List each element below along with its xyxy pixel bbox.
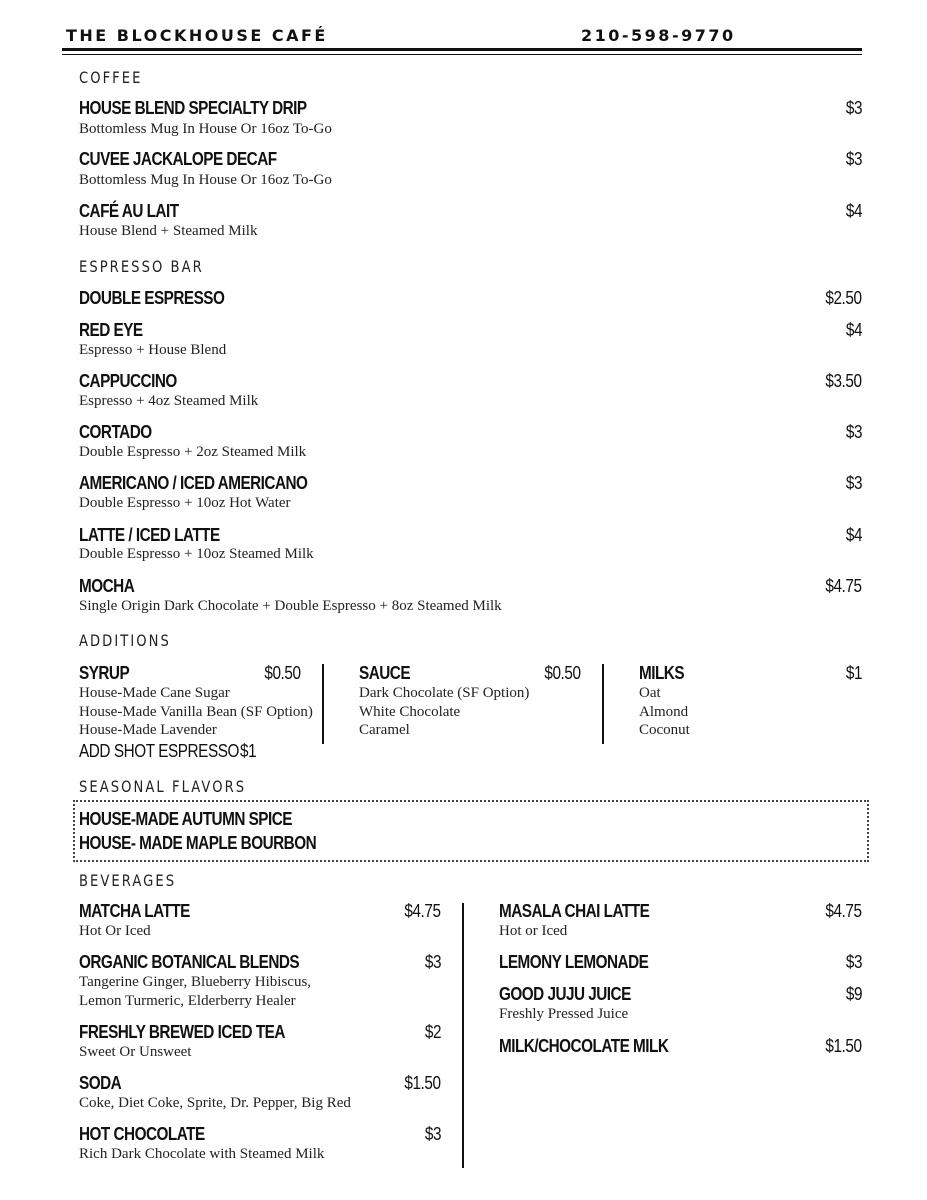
beverage-name: MILK/CHOCOLATE MILK (499, 1036, 669, 1056)
menu-item-price: $2.50 (825, 288, 862, 308)
milks-label: MILKS (639, 663, 685, 683)
menu-item-desc: Double Espresso + 10oz Hot Water (79, 495, 291, 511)
menu-item-desc: Double Espresso + 10oz Steamed Milk (79, 546, 314, 562)
section-title-espresso: ESPRESSO BAR (79, 257, 204, 276)
cafe-phone: 210-598-9770 (581, 26, 736, 45)
menu-item-name: CUVEE JACKALOPE DECAF (79, 149, 277, 169)
beverage-name: SODA (79, 1073, 122, 1093)
sauce-price: $0.50 (544, 663, 581, 683)
menu-item-name: DOUBLE ESPRESSO (79, 288, 225, 308)
header-rule-thin (62, 54, 862, 55)
beverage-price: $3 (424, 952, 441, 972)
beverage-desc: Sweet Or Unsweet (79, 1044, 192, 1060)
beverage-desc: Tangerine Ginger, Blueberry Hibiscus, (79, 974, 312, 990)
menu-item-desc: Bottomless Mug In House Or 16oz To-Go (79, 172, 332, 188)
menu-item-price: $4 (845, 525, 862, 545)
beverage-name: LEMONY LEMONADE (499, 952, 649, 972)
sauce-option: Caramel (359, 722, 410, 738)
additions-divider (322, 664, 324, 744)
beverage-name: HOT CHOCOLATE (79, 1124, 205, 1144)
beverage-price: $1.50 (404, 1073, 441, 1093)
beverage-price: $9 (845, 984, 862, 1004)
menu-item-desc: Bottomless Mug In House Or 16oz To-Go (79, 121, 332, 137)
syrup-option: House-Made Lavender (79, 722, 217, 738)
beverage-desc: Hot or Iced (499, 923, 568, 939)
beverage-desc: Lemon Turmeric, Elderberry Healer (79, 993, 296, 1009)
menu-item-price: $3 (845, 473, 862, 493)
beverage-name: FRESHLY BREWED ICED TEA (79, 1022, 285, 1042)
syrup-option: House-Made Cane Sugar (79, 685, 230, 701)
sauce-option: Dark Chocolate (SF Option) (359, 685, 530, 701)
add-shot-price: $1 (240, 741, 257, 761)
section-title-beverages: BEVERAGES (79, 871, 177, 890)
menu-item-desc: Espresso + House Blend (79, 342, 227, 358)
milk-option: Almond (639, 704, 689, 720)
additions-divider (602, 664, 604, 744)
menu-item-desc: Single Origin Dark Chocolate + Double Espresso + 8oz Steamed Milk (79, 598, 502, 614)
menu-item-desc: Double Espresso + 2oz Steamed Milk (79, 444, 307, 460)
beverage-price: $4.75 (404, 901, 441, 921)
beverage-price: $3 (424, 1124, 441, 1144)
menu-item-name: RED EYE (79, 320, 143, 340)
menu-item-name: AMERICANO / ICED AMERICANO (79, 473, 308, 493)
milk-option: Coconut (639, 722, 690, 738)
menu-item-name: CORTADO (79, 422, 152, 442)
menu-item-desc: House Blend + Steamed Milk (79, 223, 258, 239)
beverage-desc: Freshly Pressed Juice (499, 1006, 629, 1022)
beverage-desc: Rich Dark Chocolate with Steamed Milk (79, 1146, 325, 1162)
beverage-desc: Coke, Diet Coke, Sprite, Dr. Pepper, Big Red (79, 1095, 351, 1111)
beverage-price: $1.50 (825, 1036, 862, 1056)
menu-item-price: $4 (845, 201, 862, 221)
menu-item-price: $3.50 (825, 371, 862, 391)
menu-item-name: CAFÉ AU LAIT (79, 201, 179, 221)
beverage-price: $3 (845, 952, 862, 972)
beverages-divider (462, 903, 464, 1168)
cafe-name: THE BLOCKHOUSE CAFÉ (66, 26, 328, 45)
beverage-price: $4.75 (825, 901, 862, 921)
syrup-price: $0.50 (264, 663, 301, 683)
seasonal-flavor: HOUSE- MADE MAPLE BOURBON (79, 833, 317, 853)
menu-item-name: CAPPUCCINO (79, 371, 177, 391)
seasonal-flavor: HOUSE-MADE AUTUMN SPICE (79, 809, 292, 829)
section-title-coffee: COFFEE (79, 68, 143, 87)
syrup-label: SYRUP (79, 663, 130, 683)
menu-item-price: $4.75 (825, 576, 862, 596)
menu-item-name: LATTE / ICED LATTE (79, 525, 220, 545)
menu-item-desc: Espresso + 4oz Steamed Milk (79, 393, 259, 409)
milk-option: Oat (639, 685, 661, 701)
milks-price: $1 (845, 663, 862, 683)
beverage-desc: Hot Or Iced (79, 923, 151, 939)
beverage-name: ORGANIC BOTANICAL BLENDS (79, 952, 300, 972)
header-rule-thick (62, 48, 862, 51)
beverage-price: $2 (424, 1022, 441, 1042)
section-title-additions: ADDITIONS (79, 631, 171, 650)
sauce-option: White Chocolate (359, 704, 461, 720)
menu-item-name: MOCHA (79, 576, 135, 596)
add-shot-label: ADD SHOT ESPRESSO (79, 741, 239, 761)
menu-item-price: $3 (845, 422, 862, 442)
beverage-name: MATCHA LATTE (79, 901, 190, 921)
menu-item-price: $3 (845, 149, 862, 169)
sauce-label: SAUCE (359, 663, 411, 683)
beverage-name: MASALA CHAI LATTE (499, 901, 650, 921)
section-title-seasonal: SEASONAL FLAVORS (79, 777, 247, 796)
menu-item-price: $4 (845, 320, 862, 340)
beverage-name: GOOD JUJU JUICE (499, 984, 631, 1004)
menu-item-price: $3 (845, 98, 862, 118)
syrup-option: House-Made Vanilla Bean (SF Option) (79, 704, 313, 720)
menu-item-name: HOUSE BLEND SPECIALTY DRIP (79, 98, 307, 118)
